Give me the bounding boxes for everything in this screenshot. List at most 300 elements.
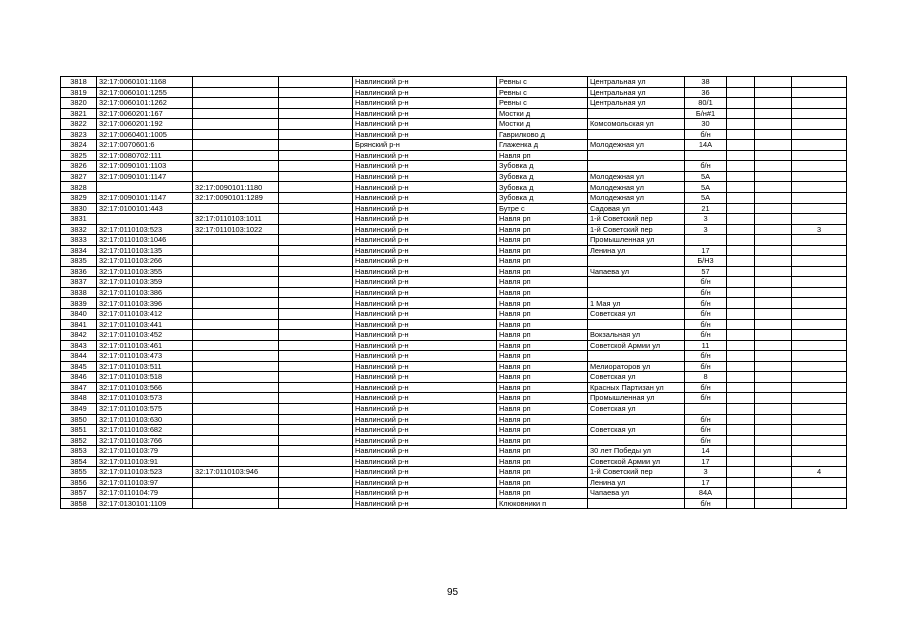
cell-empty-column <box>279 361 353 372</box>
table-row <box>61 403 847 414</box>
cell-house-number: б/н <box>685 309 727 320</box>
cell-extra-1 <box>727 309 755 320</box>
cell-count: 3 <box>792 224 847 235</box>
cell-cadastral-number: 32:17:0090101:1147 <box>97 171 193 182</box>
cell-row-index: 3847 <box>61 382 97 393</box>
table-row <box>61 361 847 372</box>
cell-house-number: 84А <box>685 488 727 499</box>
cell-row-index: 3854 <box>61 456 97 467</box>
cell-row-index: 3851 <box>61 425 97 436</box>
cell-settlement: Навля рп <box>497 477 588 488</box>
cell-count <box>792 235 847 246</box>
cell-count <box>792 171 847 182</box>
cell-extra-2 <box>755 182 792 193</box>
table-row <box>61 446 847 457</box>
cell-extra-1 <box>727 467 755 478</box>
cell-house-number: 30 <box>685 119 727 130</box>
cell-cadastral-number: 32:17:0110103:511 <box>97 361 193 372</box>
cell-cadastral-number-related: 32:17:0110103:946 <box>193 467 279 478</box>
cell-street: Советская ул <box>588 309 685 320</box>
cell-street: Молодежная ул <box>588 171 685 182</box>
cell-cadastral-number: 32:17:0110103:566 <box>97 382 193 393</box>
cell-empty-column <box>279 108 353 119</box>
cell-settlement: Навля рп <box>497 277 588 288</box>
cell-cadastral-number: 32:17:0110103:473 <box>97 351 193 362</box>
cell-count <box>792 287 847 298</box>
cell-cadastral-number: 32:17:0060101:1262 <box>97 98 193 109</box>
cell-cadastral-number: 32:17:0080702:111 <box>97 150 193 161</box>
cell-extra-1 <box>727 87 755 98</box>
cell-extra-2 <box>755 477 792 488</box>
cell-settlement: Бутре с <box>497 203 588 214</box>
cell-settlement: Ревны с <box>497 87 588 98</box>
cell-cadastral-number: 32:17:0110103:135 <box>97 245 193 256</box>
cell-count <box>792 414 847 425</box>
cell-extra-1 <box>727 193 755 204</box>
cell-cadastral-number-related <box>193 287 279 298</box>
cell-extra-2 <box>755 456 792 467</box>
cell-extra-2 <box>755 330 792 341</box>
cell-cadastral-number: 32:17:0110103:1046 <box>97 235 193 246</box>
cell-street <box>588 435 685 446</box>
cell-street: Мелиораторов ул <box>588 361 685 372</box>
cell-street: 1 Мая ул <box>588 298 685 309</box>
cell-row-index: 3825 <box>61 150 97 161</box>
cell-cadastral-number: 32:17:0100101:443 <box>97 203 193 214</box>
cell-extra-2 <box>755 203 792 214</box>
cell-row-index: 3830 <box>61 203 97 214</box>
cell-count <box>792 214 847 225</box>
cell-settlement: Навля рп <box>497 245 588 256</box>
cell-extra-1 <box>727 98 755 109</box>
cell-extra-2 <box>755 87 792 98</box>
cell-extra-2 <box>755 150 792 161</box>
registry-table <box>60 76 847 509</box>
cell-street <box>588 108 685 119</box>
cell-settlement: Навля рп <box>497 235 588 246</box>
cell-house-number <box>685 235 727 246</box>
cell-settlement: Глаженка д <box>497 140 588 151</box>
table-row <box>61 129 847 140</box>
cell-house-number: б/н <box>685 129 727 140</box>
cell-extra-1 <box>727 456 755 467</box>
cell-count <box>792 87 847 98</box>
table-row <box>61 77 847 88</box>
cell-extra-2 <box>755 340 792 351</box>
cell-empty-column <box>279 77 353 88</box>
cell-count <box>792 245 847 256</box>
cell-house-number: Б/Н3 <box>685 256 727 267</box>
cell-cadastral-number-related <box>193 150 279 161</box>
cell-house-number: б/н <box>685 414 727 425</box>
cell-empty-column <box>279 403 353 414</box>
cell-extra-2 <box>755 214 792 225</box>
cell-cadastral-number-related <box>193 319 279 330</box>
cell-cadastral-number-related <box>193 425 279 436</box>
cell-count <box>792 203 847 214</box>
cell-cadastral-number-related <box>193 129 279 140</box>
cell-count <box>792 351 847 362</box>
cell-cadastral-number: 32:17:0110103:575 <box>97 403 193 414</box>
cell-district: Навлинский р-н <box>353 435 497 446</box>
cell-district: Навлинский р-н <box>353 119 497 130</box>
table-row <box>61 203 847 214</box>
cell-row-index: 3820 <box>61 98 97 109</box>
cell-house-number: 17 <box>685 245 727 256</box>
table-row <box>61 235 847 246</box>
cell-empty-column <box>279 382 353 393</box>
cell-extra-2 <box>755 435 792 446</box>
cell-count <box>792 372 847 383</box>
cell-row-index: 3837 <box>61 277 97 288</box>
cell-extra-1 <box>727 119 755 130</box>
cell-extra-2 <box>755 446 792 457</box>
cell-house-number: 14А <box>685 140 727 151</box>
table-row <box>61 171 847 182</box>
cell-empty-column <box>279 203 353 214</box>
cell-count <box>792 256 847 267</box>
cell-house-number: б/н <box>685 277 727 288</box>
cell-district: Навлинский р-н <box>353 393 497 404</box>
cell-cadastral-number-related <box>193 361 279 372</box>
cell-empty-column <box>279 98 353 109</box>
cell-settlement: Навля рп <box>497 382 588 393</box>
cell-extra-1 <box>727 77 755 88</box>
cell-extra-2 <box>755 245 792 256</box>
table-row <box>61 330 847 341</box>
cell-house-number: б/н <box>685 498 727 509</box>
cell-empty-column <box>279 330 353 341</box>
cell-cadastral-number-related <box>193 498 279 509</box>
cell-house-number: 5А <box>685 171 727 182</box>
cell-count <box>792 119 847 130</box>
cell-district: Навлинский р-н <box>353 171 497 182</box>
cell-street: Центральная ул <box>588 87 685 98</box>
cell-extra-2 <box>755 467 792 478</box>
cell-extra-2 <box>755 235 792 246</box>
cell-extra-2 <box>755 309 792 320</box>
cell-cadastral-number: 32:17:0110103:766 <box>97 435 193 446</box>
cell-cadastral-number-related <box>193 277 279 288</box>
cell-house-number: б/н <box>685 351 727 362</box>
cell-cadastral-number: 32:17:0090101:1147 <box>97 193 193 204</box>
cell-extra-1 <box>727 425 755 436</box>
cell-empty-column <box>279 467 353 478</box>
table-row <box>61 277 847 288</box>
cell-cadastral-number-related <box>193 403 279 414</box>
cell-house-number: 38 <box>685 77 727 88</box>
cell-extra-2 <box>755 351 792 362</box>
table-row <box>61 351 847 362</box>
cell-extra-2 <box>755 119 792 130</box>
cell-settlement: Навля рп <box>497 372 588 383</box>
cell-street <box>588 351 685 362</box>
cell-empty-column <box>279 256 353 267</box>
cell-settlement: Навля рп <box>497 224 588 235</box>
table-row <box>61 150 847 161</box>
cell-empty-column <box>279 393 353 404</box>
cell-settlement: Навля рп <box>497 150 588 161</box>
cell-cadastral-number: 32:17:0110103:359 <box>97 277 193 288</box>
cell-row-index: 3828 <box>61 182 97 193</box>
cell-row-index: 3856 <box>61 477 97 488</box>
cell-house-number: б/н <box>685 287 727 298</box>
table-row <box>61 287 847 298</box>
cell-count: 4 <box>792 467 847 478</box>
cell-cadastral-number: 32:17:0110103:412 <box>97 309 193 320</box>
cell-extra-1 <box>727 351 755 362</box>
cell-cadastral-number-related <box>193 266 279 277</box>
cell-settlement: Гаврилково д <box>497 129 588 140</box>
table-row <box>61 161 847 172</box>
cell-cadastral-number-related <box>193 446 279 457</box>
cell-street: Молодежная ул <box>588 182 685 193</box>
cell-count <box>792 77 847 88</box>
cell-cadastral-number-related <box>193 309 279 320</box>
cell-row-index: 3841 <box>61 319 97 330</box>
cell-count <box>792 277 847 288</box>
cell-cadastral-number <box>97 182 193 193</box>
cell-street: Чапаева ул <box>588 266 685 277</box>
cell-extra-1 <box>727 319 755 330</box>
cell-settlement: Зубовка д <box>497 171 588 182</box>
cell-empty-column <box>279 150 353 161</box>
cell-count <box>792 129 847 140</box>
cell-count <box>792 340 847 351</box>
table-row <box>61 382 847 393</box>
cell-cadastral-number-related <box>193 171 279 182</box>
cell-house-number <box>685 403 727 414</box>
cell-cadastral-number: 32:17:0110103:518 <box>97 372 193 383</box>
cell-district: Навлинский р-н <box>353 129 497 140</box>
cell-row-index: 3826 <box>61 161 97 172</box>
cell-cadastral-number-related <box>193 488 279 499</box>
cell-extra-2 <box>755 488 792 499</box>
cell-street <box>588 256 685 267</box>
cell-extra-1 <box>727 340 755 351</box>
table-row <box>61 108 847 119</box>
cell-extra-2 <box>755 77 792 88</box>
cell-count <box>792 330 847 341</box>
table-row <box>61 87 847 98</box>
cell-count <box>792 477 847 488</box>
table-row <box>61 425 847 436</box>
cell-count <box>792 108 847 119</box>
table-row <box>61 119 847 130</box>
cell-row-index: 3850 <box>61 414 97 425</box>
cell-district: Навлинский р-н <box>353 150 497 161</box>
cell-house-number <box>685 150 727 161</box>
cell-extra-1 <box>727 235 755 246</box>
cell-extra-1 <box>727 287 755 298</box>
cell-cadastral-number-related <box>193 119 279 130</box>
cell-count <box>792 319 847 330</box>
cell-street: Промышленная ул <box>588 235 685 246</box>
cell-settlement: Навля рп <box>497 446 588 457</box>
table-row <box>61 182 847 193</box>
cell-street: Центральная ул <box>588 77 685 88</box>
cell-extra-2 <box>755 161 792 172</box>
cell-count <box>792 498 847 509</box>
cell-cadastral-number-related <box>193 203 279 214</box>
cell-empty-column <box>279 182 353 193</box>
cell-cadastral-number: 32:17:0060201:192 <box>97 119 193 130</box>
cell-district: Навлинский р-н <box>353 203 497 214</box>
cell-settlement: Мостки д <box>497 119 588 130</box>
cell-settlement: Навля рп <box>497 467 588 478</box>
cell-empty-column <box>279 477 353 488</box>
cell-extra-1 <box>727 161 755 172</box>
cell-empty-column <box>279 435 353 446</box>
cell-settlement: Навля рп <box>497 435 588 446</box>
cell-settlement: Навля рп <box>497 266 588 277</box>
cell-cadastral-number-related <box>193 393 279 404</box>
cell-cadastral-number: 32:17:0110103:396 <box>97 298 193 309</box>
cell-cadastral-number: 32:17:0110103:79 <box>97 446 193 457</box>
cell-settlement: Навля рп <box>497 456 588 467</box>
cell-cadastral-number: 32:17:0110103:97 <box>97 477 193 488</box>
cell-district: Навлинский р-н <box>353 498 497 509</box>
table-row <box>61 309 847 320</box>
cell-cadastral-number-related <box>193 245 279 256</box>
cell-count <box>792 150 847 161</box>
cell-count <box>792 182 847 193</box>
cell-district: Навлинский р-н <box>353 287 497 298</box>
cell-street: Центральная ул <box>588 98 685 109</box>
cell-house-number: 57 <box>685 266 727 277</box>
cell-empty-column <box>279 309 353 320</box>
cell-cadastral-number: 32:17:0090101:1103 <box>97 161 193 172</box>
cell-district: Навлинский р-н <box>353 108 497 119</box>
cell-settlement: Навля рп <box>497 298 588 309</box>
cell-district: Навлинский р-н <box>353 351 497 362</box>
cell-street: Садовая ул <box>588 203 685 214</box>
cell-house-number: 8 <box>685 372 727 383</box>
cell-count <box>792 140 847 151</box>
cell-settlement: Ревны с <box>497 77 588 88</box>
cell-cadastral-number: 32:17:0060201:167 <box>97 108 193 119</box>
cell-empty-column <box>279 235 353 246</box>
cell-cadastral-number-related <box>193 98 279 109</box>
cell-row-index: 3838 <box>61 287 97 298</box>
cell-cadastral-number-related <box>193 340 279 351</box>
cell-house-number: 14 <box>685 446 727 457</box>
cell-cadastral-number-related <box>193 108 279 119</box>
cell-district: Навлинский р-н <box>353 193 497 204</box>
cell-row-index: 3845 <box>61 361 97 372</box>
cell-extra-2 <box>755 171 792 182</box>
cell-street <box>588 150 685 161</box>
cell-cadastral-number-related: 32:17:0110103:1011 <box>193 214 279 225</box>
cell-cadastral-number-related <box>193 256 279 267</box>
cell-district: Навлинский р-н <box>353 361 497 372</box>
cell-extra-1 <box>727 214 755 225</box>
table-row <box>61 456 847 467</box>
cell-row-index: 3836 <box>61 266 97 277</box>
cell-street: Красных Партизан ул <box>588 382 685 393</box>
cell-cadastral-number-related <box>193 372 279 383</box>
cell-empty-column <box>279 488 353 499</box>
cell-extra-1 <box>727 224 755 235</box>
cell-house-number: 36 <box>685 87 727 98</box>
cell-row-index: 3855 <box>61 467 97 478</box>
cell-district: Навлинский р-н <box>353 477 497 488</box>
cell-row-index: 3829 <box>61 193 97 204</box>
cell-street: Советской Армии ул <box>588 340 685 351</box>
cell-district: Навлинский р-н <box>353 425 497 436</box>
cell-empty-column <box>279 277 353 288</box>
cell-settlement: Зубовка д <box>497 193 588 204</box>
cell-district: Навлинский р-н <box>353 245 497 256</box>
cell-cadastral-number-related <box>193 87 279 98</box>
cell-district: Навлинский р-н <box>353 414 497 425</box>
cell-cadastral-number-related <box>193 330 279 341</box>
cell-extra-1 <box>727 446 755 457</box>
cell-house-number: б/н <box>685 298 727 309</box>
cell-count <box>792 393 847 404</box>
cell-extra-2 <box>755 414 792 425</box>
cell-extra-2 <box>755 277 792 288</box>
cell-cadastral-number: 32:17:0110103:266 <box>97 256 193 267</box>
cell-extra-2 <box>755 256 792 267</box>
cell-cadastral-number: 32:17:0110103:523 <box>97 224 193 235</box>
cell-extra-1 <box>727 498 755 509</box>
cell-row-index: 3835 <box>61 256 97 267</box>
cell-cadastral-number: 32:17:0110103:523 <box>97 467 193 478</box>
cell-street <box>588 319 685 330</box>
cell-district: Навлинский р-н <box>353 456 497 467</box>
cell-settlement: Зубовка д <box>497 161 588 172</box>
cell-row-index: 3819 <box>61 87 97 98</box>
cell-district: Навлинский р-н <box>353 256 497 267</box>
cell-district: Навлинский р-н <box>353 319 497 330</box>
cell-district: Навлинский р-н <box>353 182 497 193</box>
cell-street: Чапаева ул <box>588 488 685 499</box>
cell-settlement: Навля рп <box>497 414 588 425</box>
cell-empty-column <box>279 161 353 172</box>
cell-house-number: 3 <box>685 467 727 478</box>
cell-extra-2 <box>755 403 792 414</box>
table-row <box>61 245 847 256</box>
cell-settlement: Навля рп <box>497 403 588 414</box>
cell-cadastral-number-related: 32:17:0110103:1022 <box>193 224 279 235</box>
cell-empty-column <box>279 87 353 98</box>
cell-settlement: Навля рп <box>497 393 588 404</box>
cell-row-index: 3839 <box>61 298 97 309</box>
cell-extra-1 <box>727 203 755 214</box>
cell-settlement: Навля рп <box>497 319 588 330</box>
cell-street: Молодежная ул <box>588 193 685 204</box>
cell-settlement: Ревны с <box>497 98 588 109</box>
cell-cadastral-number-related <box>193 414 279 425</box>
cell-extra-1 <box>727 266 755 277</box>
page-number: 95 <box>446 587 459 598</box>
cell-empty-column <box>279 287 353 298</box>
cell-cadastral-number: 32:17:0110103:91 <box>97 456 193 467</box>
cell-district: Навлинский р-н <box>353 467 497 478</box>
cell-cadastral-number <box>97 214 193 225</box>
cell-row-index: 3844 <box>61 351 97 362</box>
cell-cadastral-number-related <box>193 456 279 467</box>
cell-district: Навлинский р-н <box>353 266 497 277</box>
cell-house-number: 21 <box>685 203 727 214</box>
cell-street <box>588 277 685 288</box>
cell-extra-2 <box>755 298 792 309</box>
cell-district: Навлинский р-н <box>353 309 497 320</box>
cell-extra-1 <box>727 488 755 499</box>
cell-row-index: 3818 <box>61 77 97 88</box>
cell-street: Советская ул <box>588 372 685 383</box>
